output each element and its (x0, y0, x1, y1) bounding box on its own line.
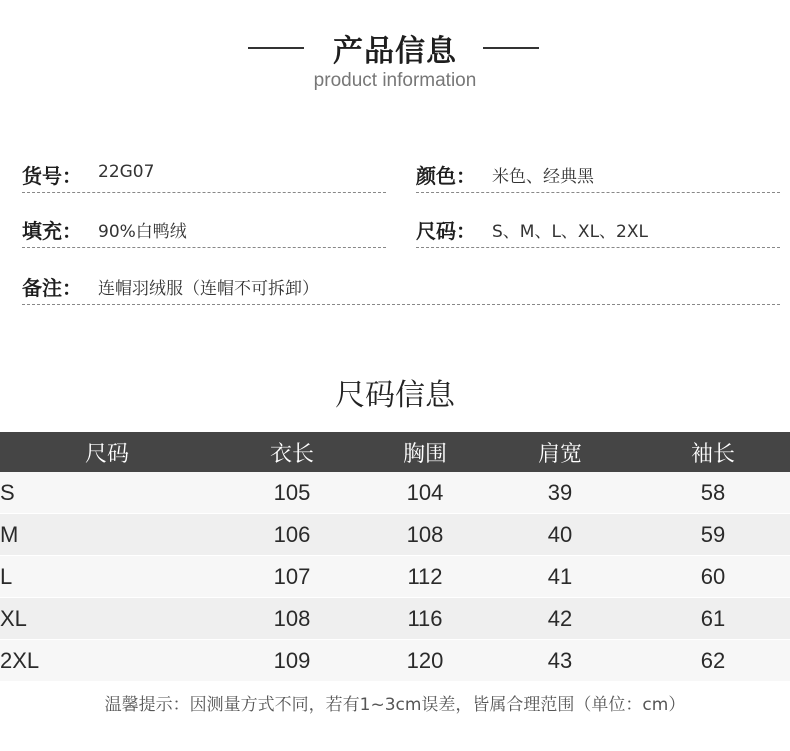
table-row (0, 556, 790, 598)
cell-length: 108 (218, 598, 366, 640)
remark-value: 连帽羽绒服（连帽不可拆卸） (98, 279, 319, 299)
color-field (416, 152, 780, 193)
filling-value: 90%白鸭绒 (98, 222, 187, 242)
table-row (0, 640, 790, 682)
filling-label: 填充： (22, 219, 82, 243)
header-chest: 胸围 (366, 432, 484, 472)
header-size-label: 尺码 (84, 441, 129, 467)
header-divider-right (483, 47, 539, 49)
color-label: 颜色： (416, 164, 476, 188)
product-info-header (0, 22, 790, 102)
size-table-header-row (0, 432, 790, 472)
table-row (0, 598, 790, 640)
page-subtitle: product information (313, 70, 477, 91)
page-title: 产品信息 (333, 34, 457, 69)
cell-shoulder: 39 (484, 472, 636, 514)
cell-length: 105 (218, 472, 366, 514)
cell-sleeve: 61 (636, 598, 790, 640)
cell-size: XL (0, 598, 218, 640)
sizes-value: S、M、L、XL、2XL (492, 222, 648, 242)
cell-length: 106 (218, 514, 366, 556)
cell-shoulder: 43 (484, 640, 636, 682)
item-no-field (22, 152, 386, 193)
size-section-title: 尺码信息 (335, 378, 455, 413)
header-length: 衣长 (218, 432, 366, 472)
cell-length: 107 (218, 556, 366, 598)
table-row (0, 472, 790, 514)
remark-label: 备注： (22, 276, 82, 300)
cell-sleeve: 58 (636, 472, 790, 514)
item-no-label: 货号： (22, 164, 82, 188)
remark-field (22, 264, 780, 305)
cell-shoulder: 40 (484, 514, 636, 556)
cell-chest: 108 (366, 514, 484, 556)
cell-size: M (0, 514, 218, 556)
cell-sleeve: 59 (636, 514, 790, 556)
measurement-note: 温馨提示：因测量方式不同，若有1~3cm误差，皆属合理范围（单位：cm） (104, 695, 686, 715)
sizes-field (416, 207, 780, 248)
cell-chest: 116 (366, 598, 484, 640)
item-no-value: 22G07 (98, 162, 155, 182)
cell-size: S (0, 472, 218, 514)
cell-size: L (0, 556, 218, 598)
cell-chest: 120 (366, 640, 484, 682)
cell-shoulder: 42 (484, 598, 636, 640)
color-value: 米色、经典黑 (492, 167, 594, 187)
cell-chest: 104 (366, 472, 484, 514)
sizes-label: 尺码： (416, 219, 476, 243)
cell-size: 2XL (0, 640, 218, 682)
size-table (0, 432, 790, 682)
table-row (0, 514, 790, 556)
cell-length: 109 (218, 640, 366, 682)
cell-chest: 112 (366, 556, 484, 598)
cell-sleeve: 62 (636, 640, 790, 682)
cell-shoulder: 41 (484, 556, 636, 598)
header-size (0, 432, 218, 472)
header-sleeve: 袖长 (636, 432, 790, 472)
filling-field (22, 207, 386, 248)
header-shoulder: 肩宽 (484, 432, 636, 472)
cell-sleeve: 60 (636, 556, 790, 598)
